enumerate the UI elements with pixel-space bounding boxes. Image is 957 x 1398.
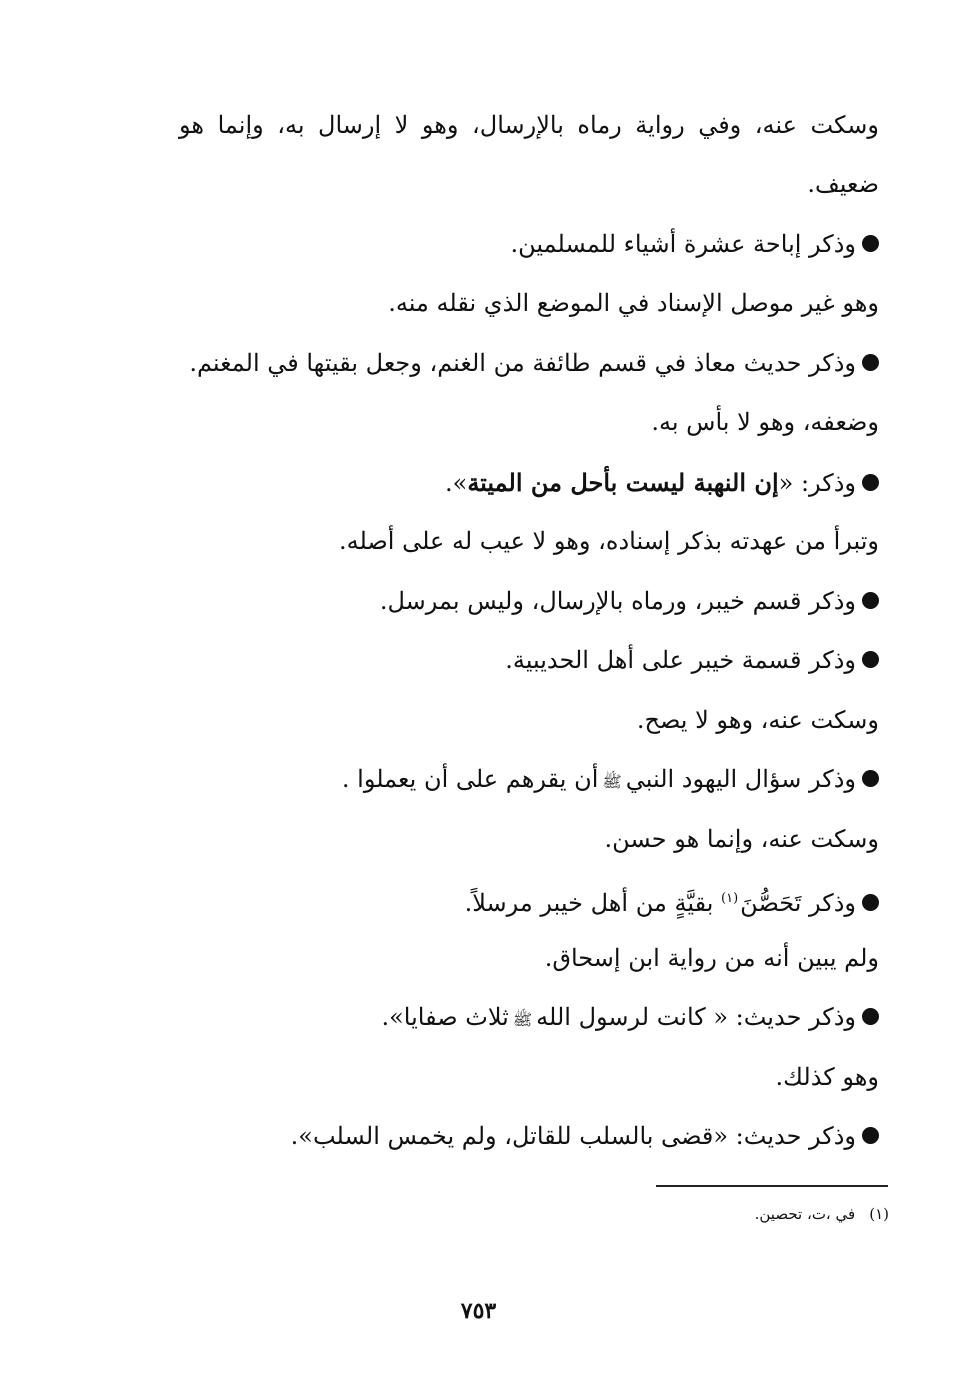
item-text: وذكر سؤال اليهود النبي: [625, 765, 856, 793]
comment-line: ولم يبين أنه من رواية ابن إسحاق.: [544, 943, 879, 972]
footnote: [755, 1202, 889, 1226]
bullet-item: [179, 869, 879, 929]
bullet-item: [179, 631, 879, 691]
bullet-icon: [862, 474, 879, 491]
comment-line: وهو غير موصل الإسناد في الموضع الذي نقله منه.: [388, 289, 879, 317]
bullet-icon: [862, 1008, 879, 1025]
item-text-end: ».: [445, 468, 468, 497]
text-line: وسكت عنه، وفي رواية رماه بالإرسال، وهو لا إرسال به، وإنما هو: [179, 111, 879, 139]
bullet-item: [179, 1107, 879, 1167]
item-text: وذكر تَحَصُّنَ: [740, 889, 856, 917]
bullet-icon: [862, 770, 879, 787]
bullet-icon: [862, 235, 879, 252]
bullet-item: [179, 215, 879, 275]
bullet-item: [179, 334, 879, 394]
item-text-end: بقيَّةٍ من أهل خيبر مرسلاً.: [464, 889, 714, 917]
item-text: وذكر قسم خيبر، ورماه بالإرسال، وليس بمرسل.: [379, 586, 856, 615]
bullet-item: [179, 572, 879, 632]
comment-line: وسكت عنه، وهو لا يصح.: [636, 705, 879, 734]
item-text: وذكر حديث: « كانت لرسول الله: [536, 1003, 856, 1031]
footnote-marker: (١): [721, 891, 739, 906]
bullet-item: [179, 453, 879, 513]
item-text: وذكر إباحة عشرة أشياء للمسلمين.: [510, 229, 856, 258]
bullet-item: [179, 750, 879, 810]
honorific-symbol: ﷺ: [602, 772, 622, 791]
footnote-divider: [656, 1185, 888, 1187]
item-text-end: أن يقرهم على أن يعملوا .: [341, 765, 599, 793]
item-text: وذكر: «: [778, 468, 856, 497]
bullet-icon: [862, 894, 879, 911]
bullet-icon: [862, 1127, 879, 1144]
comment-line: وهو كذلك.: [775, 1062, 879, 1091]
hadith-quote: إن النهبة ليست بأحل من الميتة: [467, 467, 779, 497]
bullet-item: [179, 988, 879, 1048]
page-number: ٧٥٣: [460, 1298, 497, 1324]
comment-line: وسكت عنه، وإنما هو حسن.: [604, 824, 879, 853]
item-text: وذكر حديث: «قضى بالسلب للقاتل، ولم يخمس السلب».: [290, 1122, 856, 1150]
comment-line: وتبرأ من عهدته بذكر إسناده، وهو لا عيب له على أصله.: [338, 527, 879, 555]
footnote-number: (١): [869, 1205, 889, 1223]
item-text-end: ثلاث صفايا».: [381, 1003, 509, 1031]
main-text: [179, 96, 879, 1167]
item-text: وذكر حديث معاذ في قسم طائفة من الغنم، وجعل بقيتها في المغنم.: [189, 348, 856, 377]
comment-line: وضعفه، وهو لا بأس به.: [651, 408, 879, 436]
honorific-symbol: ﷺ: [512, 1010, 533, 1029]
footnote-text: في ،ت، تحصين.: [754, 1205, 856, 1223]
bullet-icon: [862, 354, 879, 371]
bullet-icon: [862, 592, 879, 609]
item-text: وذكر قسمة خيبر على أهل الحديبية.: [505, 646, 856, 674]
text-line: ضعيف.: [807, 170, 879, 198]
bullet-icon: [862, 651, 879, 668]
